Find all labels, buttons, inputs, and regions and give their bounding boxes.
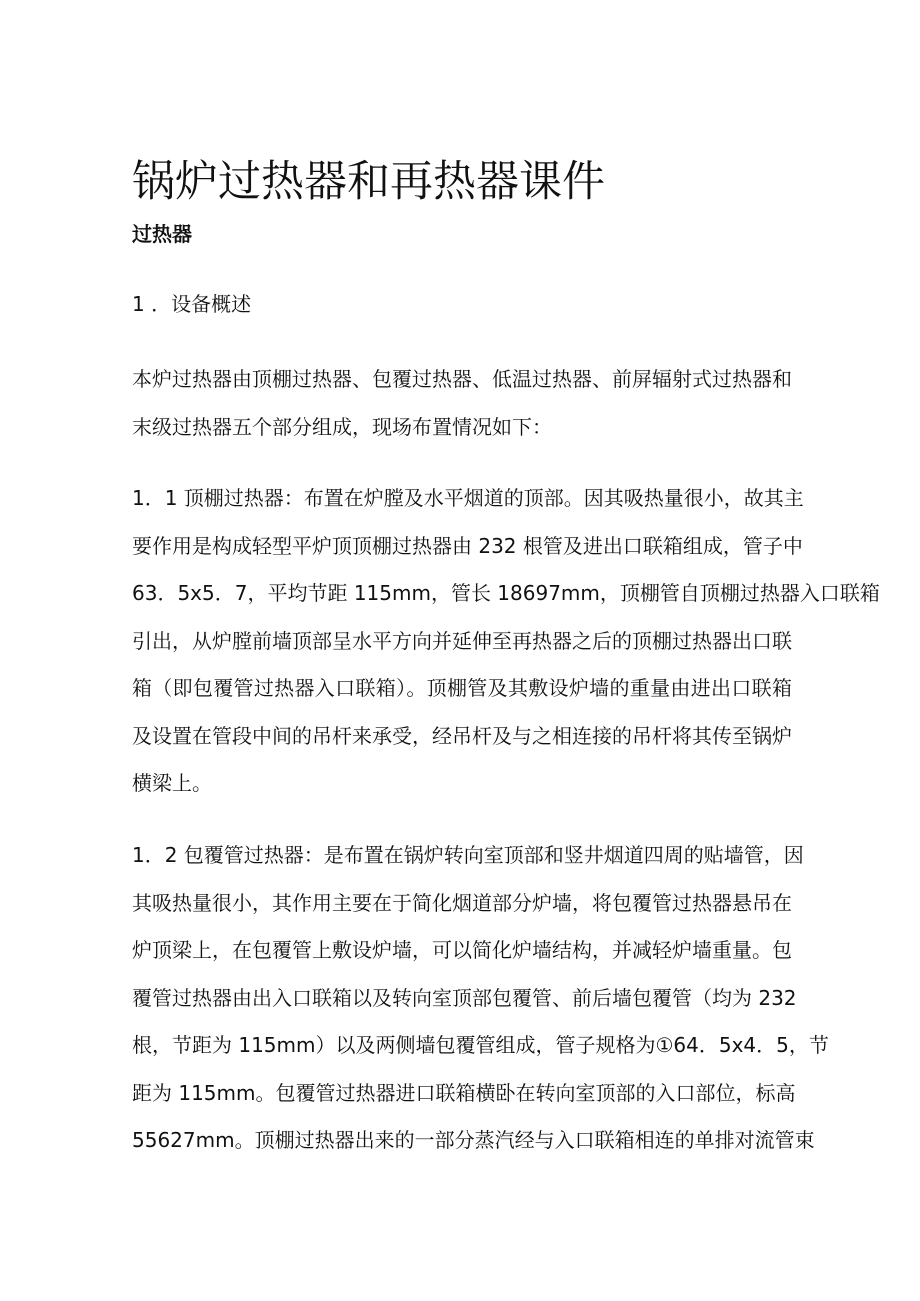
paragraph-line: 覆管过热器由出入口联箱以及转向室顶部包覆管、前后墙包覆管（均为 232 — [132, 985, 797, 1010]
paragraph-line: 要作用是构成轻型平炉顶顶棚过热器由 232 根管及进出口联箱组成，管子中 — [132, 533, 803, 558]
paragraph-line: 距为 115mm。包覆管过热器进口联箱横卧在转向室顶部的入口部位，标高 — [132, 1080, 796, 1105]
section-heading-superheater: 过热器 — [132, 222, 192, 246]
paragraph-roof-superheater — [132, 475, 880, 808]
paragraph-line: 1．1 顶棚过热器：布置在炉膛及水平烟道的顶部。因其吸热量很小，故其主 — [132, 486, 804, 510]
paragraph-line: 根，节距为 115mm）以及两侧墙包覆管组成，管子规格为①64．5x4．5，节 — [132, 1033, 829, 1057]
paragraph-line: 及设置在管段中间的吊杆来承受，经吊杆及与之相连接的吊杆将其传至锅炉 — [132, 723, 792, 748]
subsection-heading-overview: 1 ．设备概述 — [132, 292, 252, 316]
paragraph-line: 本炉过热器由顶棚过热器、包覆过热器、低温过热器、前屏辐射式过热器和 — [132, 367, 792, 391]
document-title: 锅炉过热器和再热器课件 — [132, 156, 605, 207]
paragraph-line: 其吸热量很小，其作用主要在于简化烟道部分炉墙，将包覆管过热器悬吊在 — [132, 890, 792, 915]
paragraph-line: 55627mm。顶棚过热器出来的一部分蒸汽经与入口联箱相连的单排对流管束 — [132, 1128, 815, 1152]
paragraph-line: 63．5x5．7，平均节距 115mm，管长 18697mm，顶棚管自顶棚过热器入口联箱 — [132, 581, 880, 605]
paragraph-line: 炉顶梁上，在包覆管上敷设炉墙，可以简化炉墙结构，并减轻炉墙重量。包 — [132, 938, 792, 962]
paragraph-line: 箱（即包覆管过热器入口联箱）。顶棚管及其敷设炉墙的重量由进出口联箱 — [132, 676, 792, 700]
paragraph-intro — [132, 356, 792, 451]
paragraph-line: 末级过热器五个部分组成，现场布置情况如下： — [132, 414, 552, 439]
paragraph-line: 横梁上。 — [132, 771, 212, 795]
paragraph-line: 引出，从炉膛前墙顶部呈水平方向并延伸至再热器之后的顶棚过热器出口联 — [132, 628, 792, 653]
paragraph-cladding-superheater — [132, 832, 829, 1165]
paragraph-line: 1．2 包覆管过热器：是布置在锅炉转向室顶部和竖井烟道四周的贴墙管，因 — [132, 843, 804, 867]
